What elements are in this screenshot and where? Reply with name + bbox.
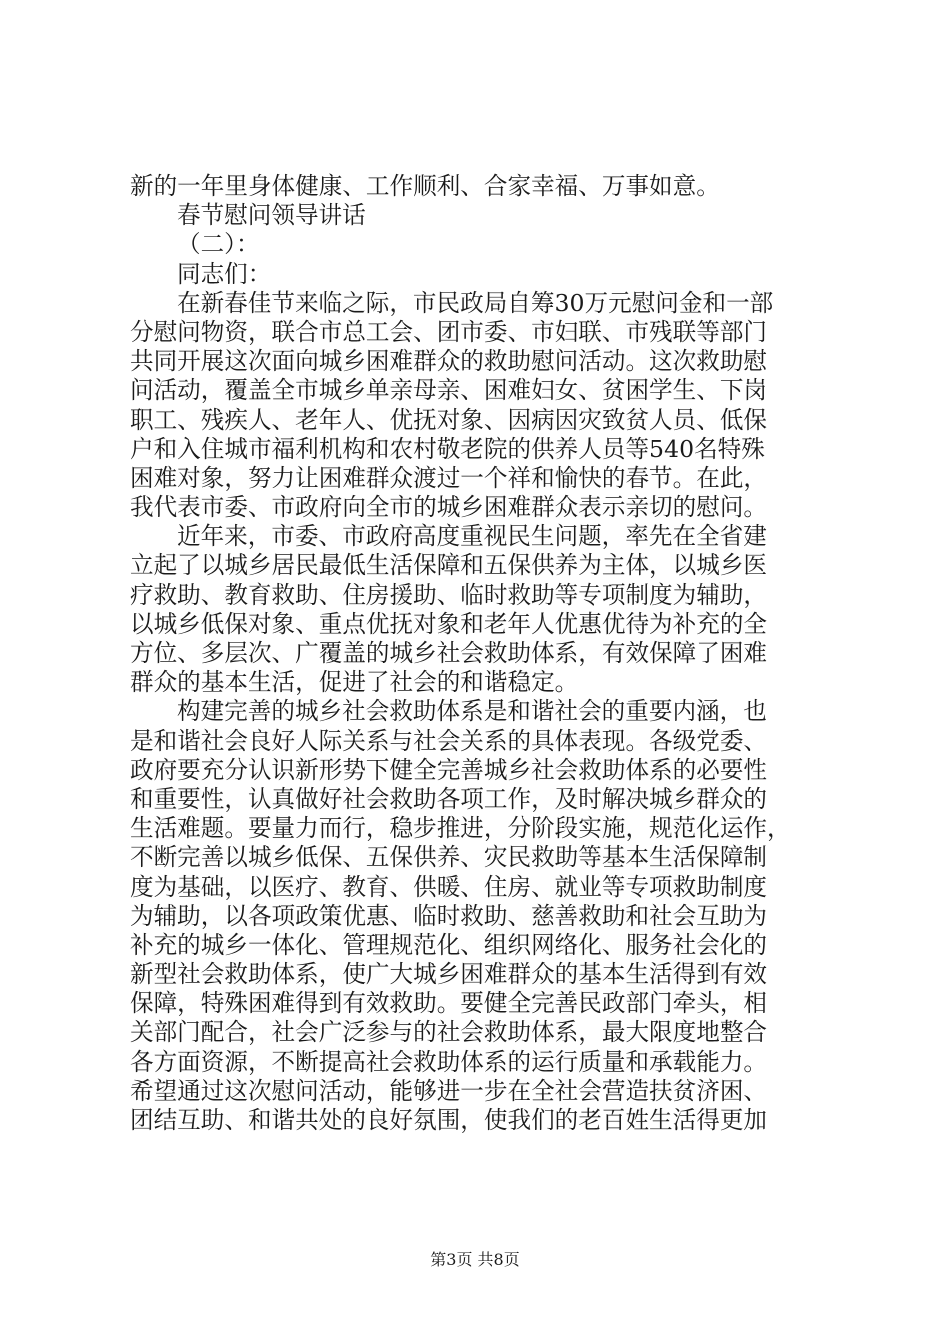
text-line: 不断完善以城乡低保、五保供养、灾民救助等基本生活保障制 bbox=[130, 843, 768, 872]
text-line: 构建完善的城乡社会救助体系是和谐社会的重要内涵，也 bbox=[177, 697, 767, 726]
text-line: 春节慰问领导讲话 bbox=[177, 201, 366, 230]
text-line: 在新春佳节来临之际，市民政局自筹30万元慰问金和一部 bbox=[177, 288, 774, 317]
text-line: 新型社会救助体系，使广大城乡困难群众的基本生活得到有效 bbox=[130, 960, 768, 989]
text-line: 保障，特殊困难得到有效救助。要健全完善民政部门牵头，相 bbox=[130, 989, 768, 1018]
text-line: 近年来，市委、市政府高度重视民生问题，率先在全省建 bbox=[177, 522, 767, 551]
page-footer bbox=[0, 1247, 950, 1270]
text-line: 方位、多层次、广覆盖的城乡社会救助体系，有效保障了困难 bbox=[130, 639, 768, 667]
text-line: 困难对象，努力让困难群众渡过一个祥和愉快的春节。在此， bbox=[130, 463, 768, 492]
text-line: 补充的城乡一体化、管理规范化、组织网络化、服务社会化的 bbox=[130, 930, 768, 959]
text-line: 以城乡低保对象、重点优抚对象和老年人优惠优待为补充的全 bbox=[130, 609, 768, 638]
text-line: （二）： bbox=[177, 230, 260, 259]
text-line: 户和入住城市福利机构和农村敬老院的供养人员等540名特殊 bbox=[130, 434, 765, 463]
text-line: 和重要性，认真做好社会救助各项工作，及时解决城乡群众的 bbox=[130, 784, 768, 813]
text-line: 为辅助，以各项政策优惠、临时救助、慈善救助和社会互助为 bbox=[130, 901, 768, 930]
text-line: 各方面资源，不断提高社会救助体系的运行质量和承载能力。 bbox=[130, 1047, 768, 1076]
document-body bbox=[130, 172, 830, 1135]
text-line: 生活难题。要量力而行，稳步推进，分阶段实施，规范化运作， bbox=[130, 814, 791, 843]
text-line: 职工、残疾人、老年人、优抚对象、因病因灾致贫人员、低保 bbox=[130, 405, 768, 434]
text-line: 同志们： bbox=[177, 259, 272, 288]
text-line: 度为基础，以医疗、教育、供暖、住房、就业等专项救助制度 bbox=[130, 872, 768, 901]
text-line: 共同开展这次面向城乡困难群众的救助慰问活动。这次救助慰 bbox=[130, 347, 768, 376]
text-line: 立起了以城乡居民最低生活保障和五保供养为主体，以城乡医 bbox=[130, 551, 768, 580]
text-line: 新的一年里身体健康、工作顺利、合家幸福、万事如意。 bbox=[130, 172, 720, 200]
text-line: 关部门配合，社会广泛参与的社会救助体系，最大限度地整合 bbox=[130, 1018, 768, 1047]
text-line: 希望通过这次慰问活动，能够进一步在全社会营造扶贫济困、 bbox=[130, 1076, 768, 1105]
text-line: 分慰问物资，联合市总工会、团市委、市妇联、市残联等部门 bbox=[130, 317, 768, 346]
page-number-label: 第3页 共8页 bbox=[430, 1250, 520, 1269]
text-line: 问活动，覆盖全市城乡单亲母亲、困难妇女、贫困学生、下岗 bbox=[130, 376, 768, 405]
text-line: 群众的基本生活，促进了社会的和谐稳定。 bbox=[130, 668, 579, 697]
text-line: 政府要充分认识新形势下健全完善城乡社会救助体系的必要性 bbox=[130, 755, 768, 784]
text-line: 我代表市委、市政府向全市的城乡困难群众表示亲切的慰问。 bbox=[130, 493, 768, 522]
text-line: 疗救助、教育救助、住房援助、临时救助等专项制度为辅助， bbox=[130, 580, 768, 609]
text-line: 团结互助、和谐共处的良好氛围，使我们的老百姓生活得更加 bbox=[130, 1106, 768, 1134]
text-line: 是和谐社会良好人际关系与社会关系的具体表现。各级党委、 bbox=[130, 726, 768, 755]
